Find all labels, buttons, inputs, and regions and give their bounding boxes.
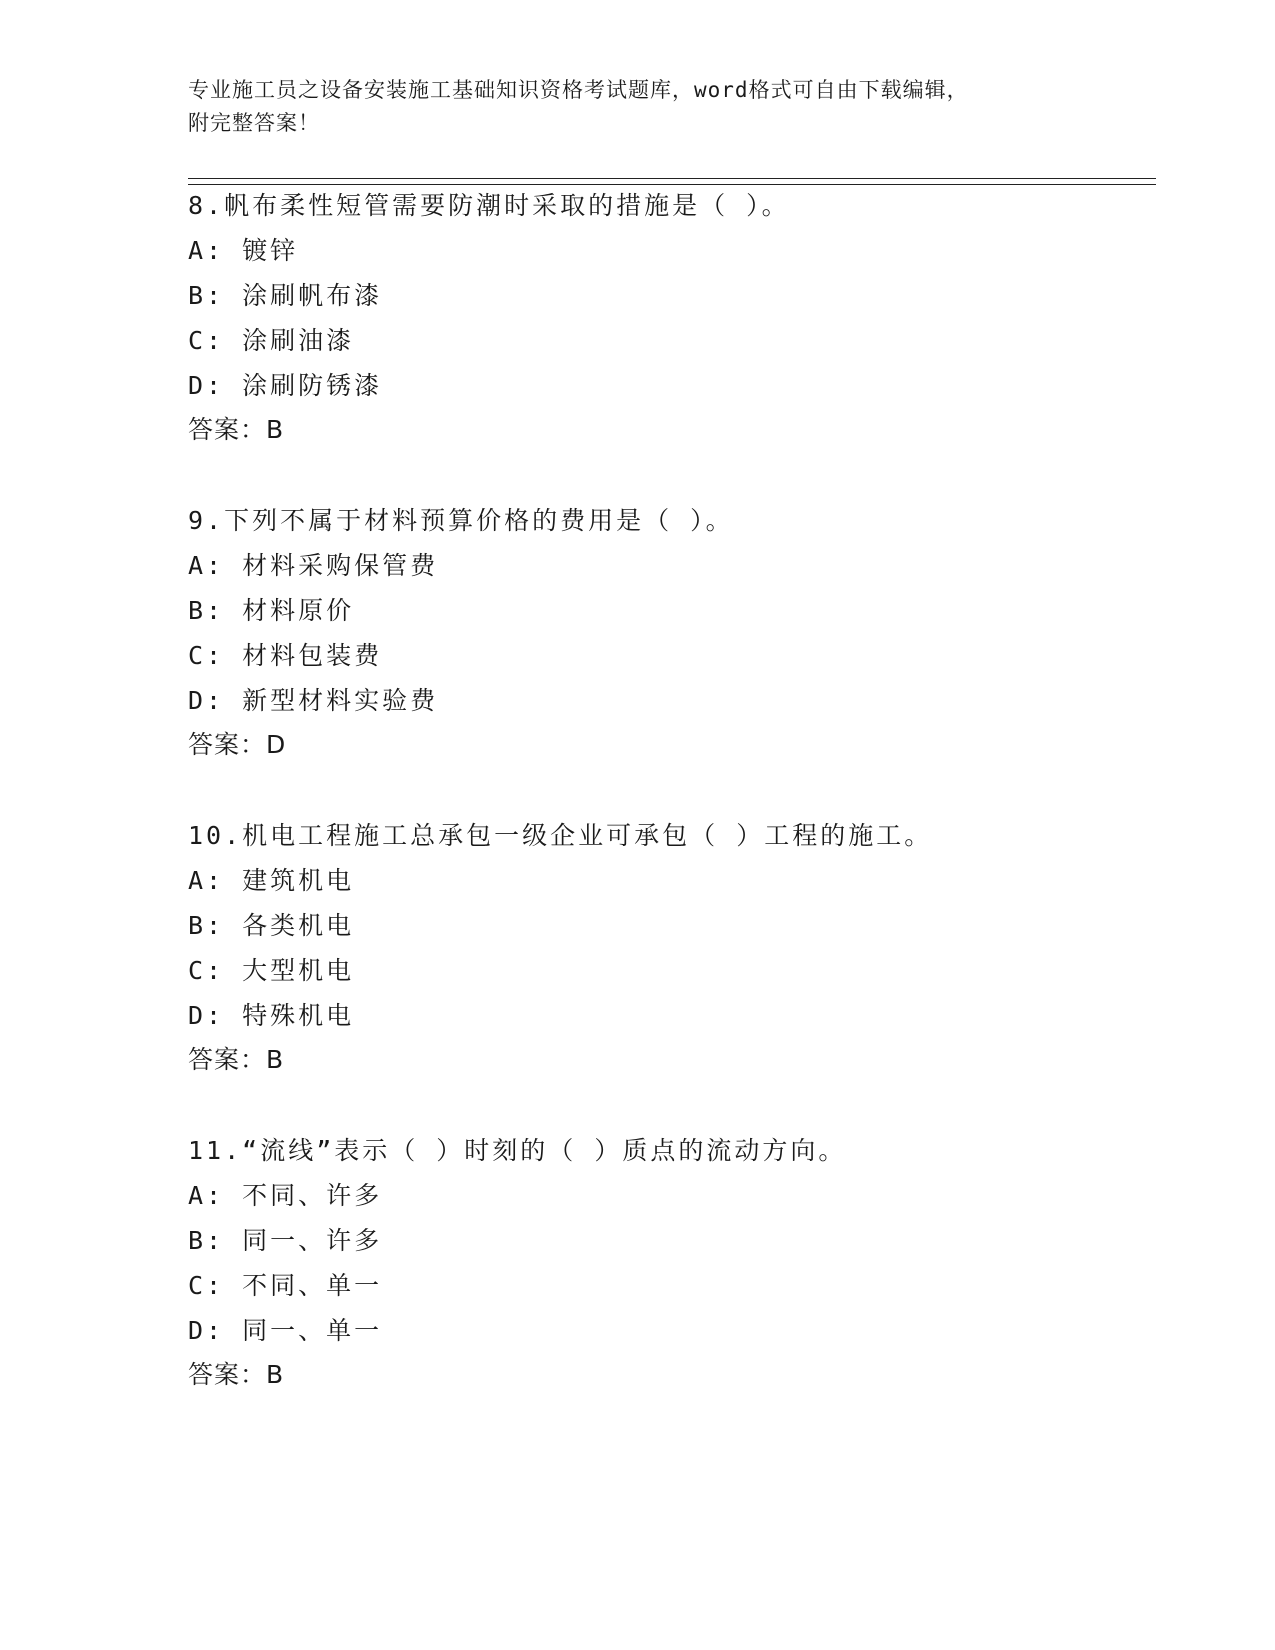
option-c: C: 大型机电: [188, 956, 355, 985]
answer-line: 答案：D: [188, 730, 287, 759]
header-divider-top: [188, 178, 1156, 179]
option-a: A: 镀锌: [188, 236, 299, 265]
question-stem: 8.帆布柔性短管需要防潮时采取的措施是（ ）。: [188, 191, 790, 220]
option-c: C: 涂刷油漆: [188, 326, 355, 355]
question-stem: 11.“流线”表示（ ）时刻的（ ）质点的流动方向。: [188, 1136, 847, 1165]
option-c: C: 材料包装费: [188, 641, 383, 670]
option-b: B: 同一、许多: [188, 1226, 383, 1255]
document-header: [188, 74, 1088, 140]
header-divider-bottom: [188, 184, 1156, 185]
answer-line: 答案：B: [188, 1045, 285, 1074]
option-a: A: 建筑机电: [188, 866, 355, 895]
option-b: B: 涂刷帆布漆: [188, 281, 383, 310]
option-a: A: 材料采购保管费: [188, 551, 439, 580]
option-b: B: 各类机电: [188, 911, 355, 940]
option-c: C: 不同、单一: [188, 1271, 383, 1300]
answer-line: 答案：B: [188, 1360, 285, 1389]
question-stem: 10.机电工程施工总承包一级企业可承包（ ）工程的施工。: [188, 821, 933, 850]
option-b: B: 材料原价: [188, 596, 355, 625]
option-a: A: 不同、许多: [188, 1181, 383, 1210]
option-d: D: 涂刷防锈漆: [188, 371, 383, 400]
option-d: D: 特殊机电: [188, 1001, 355, 1030]
header-line-1: 专业施工员之设备安装施工基础知识资格考试题库，word格式可自由下载编辑，: [188, 78, 969, 102]
question-stem: 9.下列不属于材料预算价格的费用是（ ）。: [188, 506, 734, 535]
answer-line: 答案：B: [188, 415, 285, 444]
option-d: D: 同一、单一: [188, 1316, 383, 1345]
option-d: D: 新型材料实验费: [188, 686, 439, 715]
header-line-2: 附完整答案！: [188, 111, 320, 135]
